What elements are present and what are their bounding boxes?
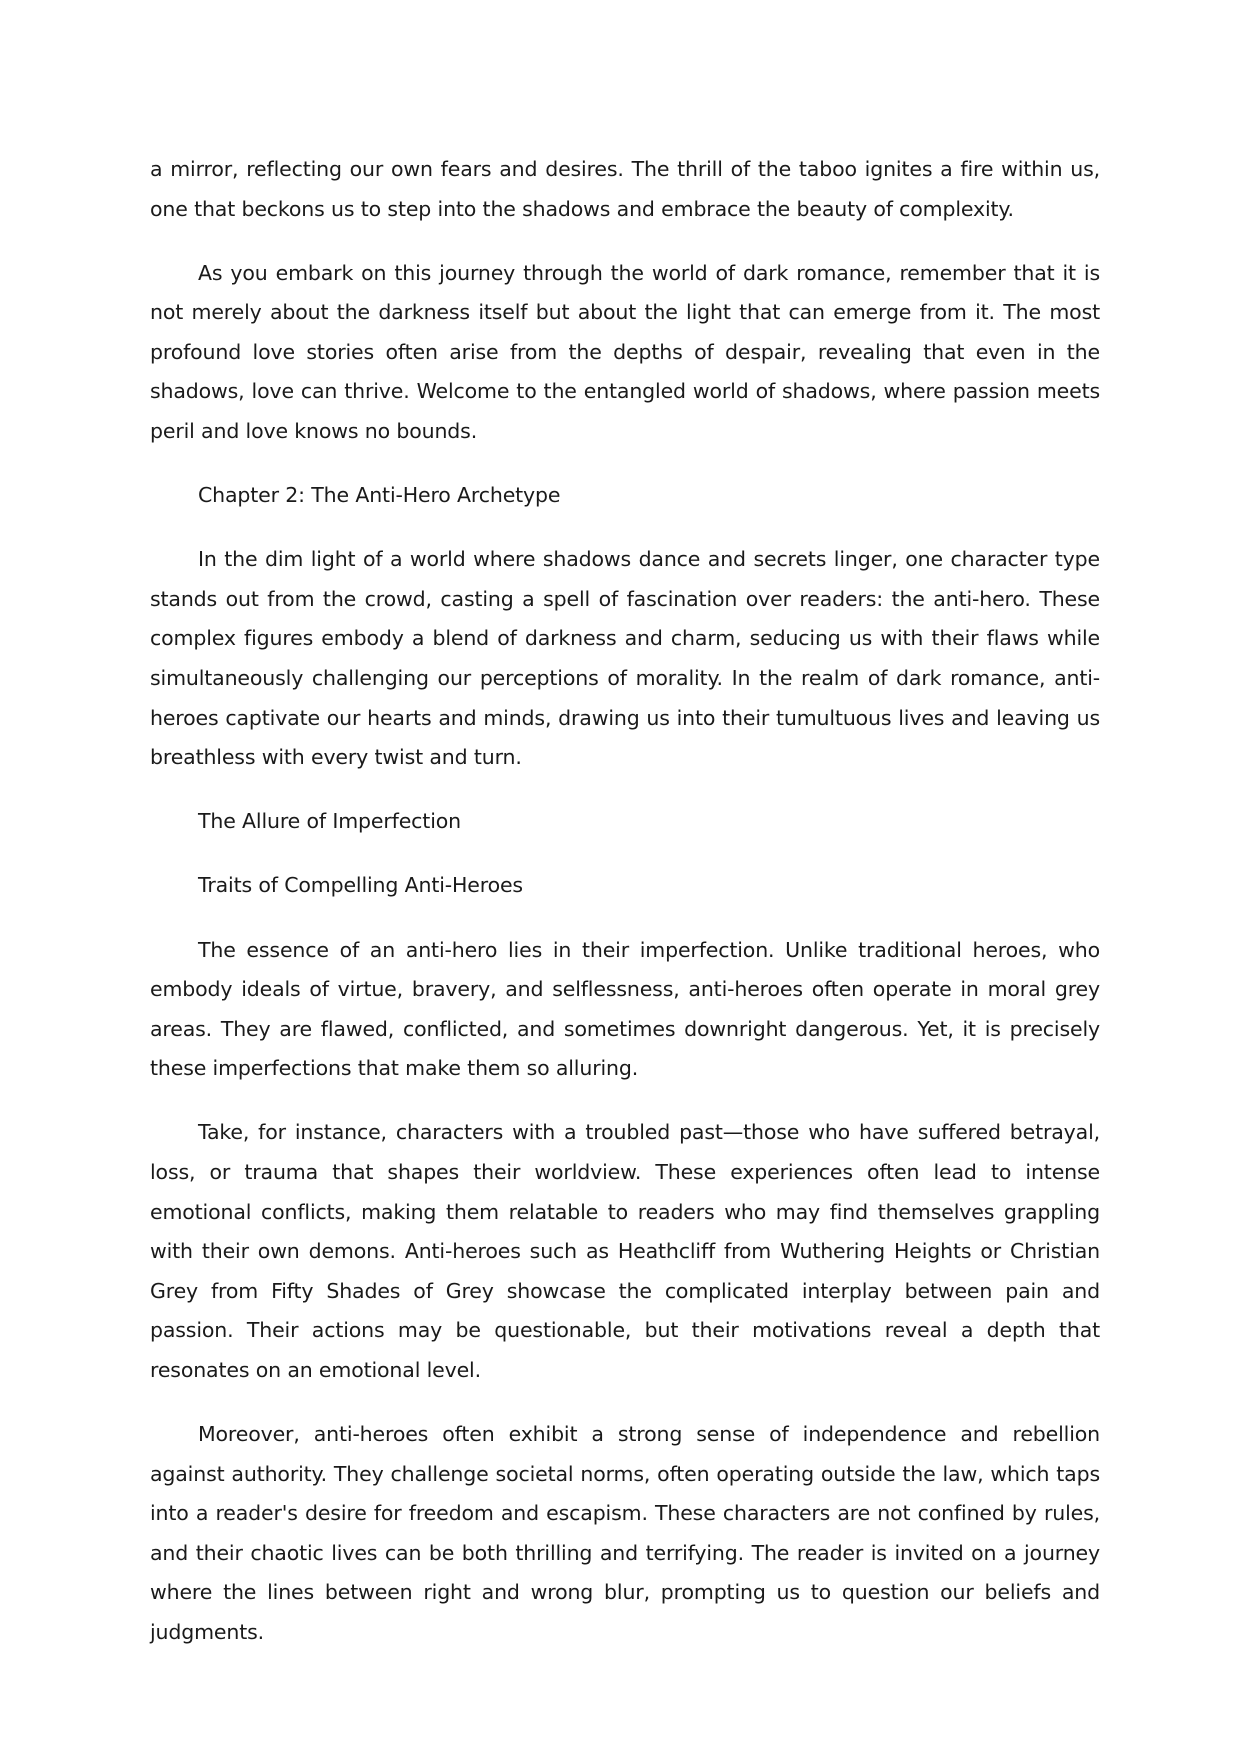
paragraph-anti-hero-intro: In the dim light of a world where shadows dance and secrets linger, one character type stands out from the crowd, casting a spell of fascination over readers: the anti-hero. These complex figures embody a blend of darkness and charm, seducing us with their flaws while simultaneously challenging our perceptions of morality. In the realm of dark romance, anti-heroes captivate our hearts and minds, drawing us into their tumultuous lives and leaving us breathless with every twist and turn.: [150, 547, 1100, 770]
document-page: [150, 150, 1100, 1677]
paragraph-imperfection: The essence of an anti-hero lies in their imperfection. Unlike traditional heroes, who embody ideals of virtue, bravery, and selflessness, anti-heroes often operate in moral grey areas. They are flawed, conflicted, and sometimes downright dangerous. Yet, it is precisely these imperfections that make them so alluring.: [150, 937, 1100, 1081]
chapter-heading: Chapter 2: The Anti-Hero Archetype: [198, 483, 561, 508]
paragraph-dark-romance-journey: As you embark on this journey through the world of dark romance, remember that it is not merely about the darkness itself but about the light that can emerge from it. The most profound love stories often arise from the depths of despair, revealing that even in the shadows, love can thrive. Welcome to the entangled world of shadows, where passion meets peril and love knows no bounds.: [150, 260, 1100, 444]
paragraph-troubled-past: Take, for instance, characters with a troubled past—those who have suffered betrayal, loss, or trauma that shapes their worldview. These experiences often lead to intense emotional conflicts, making them relatable to readers who may find themselves grappling with their own demons. Anti-heroes such as Heathcliff from Wuthering Heights or Christian Grey from Fifty Shades of Grey showcase the complicated interplay between pain and passion. Their actions may be questionable, but their motivations reveal a depth that resonates on an emotional level.: [150, 1120, 1100, 1382]
section-heading-traits: Traits of Compelling Anti-Heroes: [198, 873, 523, 898]
paragraph-independence: Moreover, anti-heroes often exhibit a strong sense of independence and rebellion against authority. They challenge societal norms, often operating outside the law, which taps into a reader's desire for freedom and escapism. These characters are not confined by rules, and their chaotic lives can be both thrilling and terrifying. The reader is invited on a journey where the lines between right and wrong blur, prompting us to question our beliefs and judgments.: [150, 1422, 1100, 1644]
section-heading-allure: The Allure of Imperfection: [198, 809, 461, 834]
paragraph-continued: a mirror, reflecting our own fears and desires. The thrill of the taboo ignites a fire within us, one that beckons us to step into the shadows and embrace the beauty of complexity.: [150, 157, 1100, 221]
